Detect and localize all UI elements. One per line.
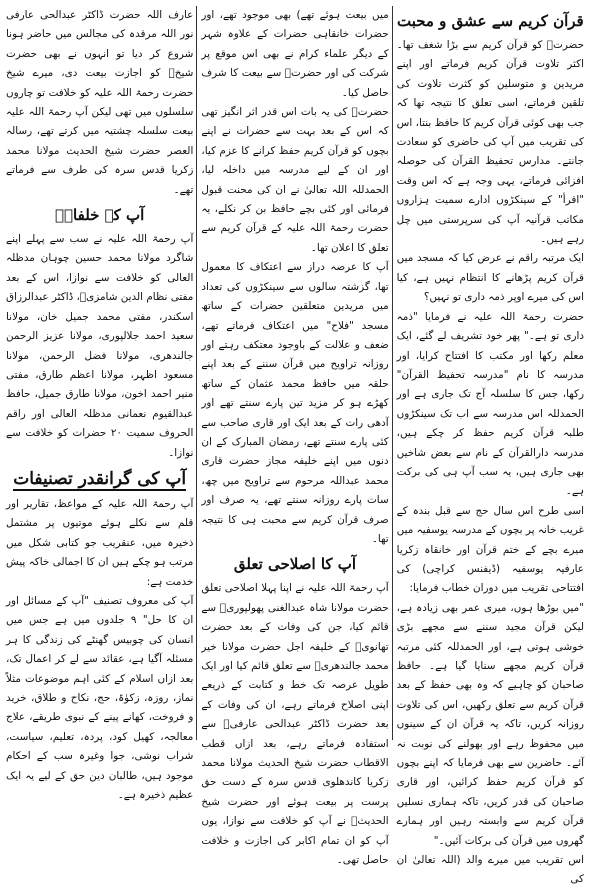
paragraph: حضرت رحمۃ اللہ علیہ نے فرمایا "ذمہ داری تو ہے۔" پھر خود تشریف لے گئے، ایک معلم رکھا اور مکتب کا افتتاح کرایا، اور مدرسہ کا نام "مدرسہ تحفیظ القرآن" رکھا، جس کا سلسلہ آج تک جاری ہے اور الحمدللہ اس مدرسہ سے اب تک سینکڑوں طلبہ قرآن کریم حفظ کر چکے ہیں، مدرسہ دارالقرآن کے نام سے بعض شاخیں بھی جاری ہیں، یہ سب آپ ہی کی برکت ہے۔: [396, 310, 584, 498]
section-heading: قرآن کریم سے عشق و محبت: [396, 12, 584, 30]
paragraph: آپ رحمۃ اللہ علیہ نے سب سے پہلے اپنے شاگرد مولانا محمد حسین چوہان مدظلہ العالی کو خلافت سے نوازا، اس کے بعد مفتی نظام الدین شامزیؒ، ڈاکٹر عبدالرزاق اسکندر، مفتی محمد جمیل خان، مولانا سعید احمد جلالپوری، مولانا عزیز الرحمن جالندھری، مولانا فضل الرحمن، مولانا مسعود اظہر، مولانا اعظم طارق، مفتی منیر احمد اخون، مولانا طارق جمیل، حافظ عبدالقیوم نعمانی مدظلہ العالی اور راقم الحروف سمیت ۲۰ حضرات کو خلافت سے نوازا۔: [6, 233, 194, 459]
paragraph: حضرتؒ کو قرآن کریم سے بڑا شغف تھا۔ اکثر تلاوت قرآن کریم فرماتے اور اپنے مریدین و متوسلین کو کثرت تلاوت کی تلقین فرماتے، اسی تعلق کا نتیجہ تھا کہ جب بھی کوئی قرآن کریم کا حافظ بنتا، اس کی تقریب میں آپ کی حاضری کو سعادت جانتے۔ مدارس تحفیظ القرآن کی حوصلہ افزائی فرماتے، یہی وجہ ہے کہ اس وقت "اقرأ" کے سینکڑوں ادارے سمیت ہزاروں مکاتب قرآنیہ آپ کی سرپرستی میں چل رہے ہیں۔: [396, 39, 584, 246]
paragraph: میں بیعت ہوئے تھے) بھی موجود تھے، اور حضرات خانقاہی حضرات کے علاوہ شہر کے دیگر علماء کرام نے بھی اس موقع پر شرکت کی اور حضرتؒ سے بیعت کا شرف حاصل کیا۔: [201, 9, 389, 99]
paragraph: آپ کا عرصہ دراز سے اعتکاف کا معمول تھا، گزشتہ سالوں سے سینکڑوں کی تعداد میں مریدین متعلقین حضرات کے ساتھ مسجد "فلاح" میں اعتکاف فرماتے تھے، ضعف و علالت کے باوجود معتکف رہتے اور روزانہ تراویح میں قرآن سننے کے بعد اپنے حلقہ میں حافظ محمد عثمان کے ساتھ کھڑے ہو کر مزید تین پارے سنتے تھے اور آدھی رات کے بعد ایک اور قاری صاحب سے کئی پارے سنتے تھے، رمضان المبارک کے ان دنوں میں اپنے خلیفہ مجاز حضرت قاری محمد عبداللہ مرحوم سے تراویح میں چھ، سات پارے روزانہ سنتے تھے، یہ صرف اور صرف قرآن کریم سے محبت ہی کا نتیجہ تھا۔: [201, 261, 389, 545]
paragraph: "میں بوڑھا ہوں، میری عمر بھی زیادہ ہے، لیکن قرآن مجید سننے سے مجھے بڑی خوشی ہوتی ہے، اور الحمدللہ کئی مرتبہ قرآن کریم مجھے سنایا گیا ہے۔ حافظ صاحبان کو چاہیے کہ وہ بھی حفظ کے بعد قرآن کریم سے تعلق رکھیں، اس کی تلاوت روزانہ کریں، تاکہ یہ قرآن ان کے سینوں میں محفوظ رہے اور بھولنے کی نوبت نہ آئے۔ حاضرین سے بھی فرمایا کہ اپنے بچوں کو قرآن کریم حفظ کرائیں، اور قاری صاحبان کی قدر کریں، تاکہ ہماری نسلیں قرآن کریم سے وابستہ رہیں اور ہمارے گھروں میں قرآن کی برکات آئیں۔": [396, 601, 584, 847]
column-right: [396, 6, 584, 886]
paragraph: ایک مرتبہ راقم نے عرض کیا کہ مسجد میں قرآن کریم پڑھانے کا انتظام نہیں ہے، کیا اس کی میرے اوپر ذمہ داری تو نہیں؟: [396, 252, 584, 304]
paragraph: آپ رحمۃ اللہ علیہ نے اپنا پہلا اصلاحی تعلق حضرت مولانا شاہ عبدالغنی پھولپوریؒ سے قائم کیا، جن کی وفات کے بعد حضرت تھانویؒ کے خلیفہ اجل حضرت مولانا خیر محمد جالندھریؒ سے تعلق قائم کیا اور ایک طویل عرصہ تک خط و کتابت کے ذریعے اپنی اصلاح فرماتے رہے، ان کی وفات کے بعد حضرت ڈاکٹر عبدالحی عارفیؒ سے استفادہ فرماتے رہے، بعد ازاں قطب الاقطاب حضرت شیخ الحدیث مولانا محمد زکریا کاندھلوی قدس سرہ کے دست حق پرست پر بیعت ہوئے اور حضرت شیخ الحدیثؒ نے آپ کو خلافت سے نوازا، یوں آپ کو ان تمام اکابر کی اجازت و خلافت حاصل تھی۔: [201, 582, 389, 867]
section-heading: آپ کا اصلاحی تعلق: [233, 555, 357, 574]
paragraph: حضرتؒ کی یہ بات اس قدر اثر انگیز تھی کہ اس کے بعد بہت سے حضرات نے اپنے بچوں کو قرآن کریم حفظ کرانے کا عزم کیا، اور ان کے لیے مدرسہ میں داخلہ لیا، الحمدللہ اللہ تعالیٰ نے ان کی محنت قبول فرمائی اور کئی بچے حافظ بن کر نکلے، یہ حضرت رحمۃ اللہ علیہ کے قرآن کریم سے تعلق کا اعلان تھا۔: [201, 106, 389, 254]
paragraph: آپ کی معروف تصنیف "آپ کے مسائل اور ان کا حل" ۹ جلدوں میں ہے جس میں انسان کی چوبیس گھنٹے کی زندگی کا ہر مسئلہ آگیا ہے، عقائد سے لے کر اعمال تک، بعد ازاں اسلام کے کئی اہم موضوعات مثلاً نماز، روزہ، زکوٰۃ، حج، نکاح و طلاق، خرید و فروخت، کھانے پینے کے نبوی طریقے، علاج معالجہ، کھیل کود، پردہ، تعلیم، سیاست، شراب نوشی، جوا وغیرہ سب کے احکام موجود ہیں، طالبان دین حق کے لیے یہ ایک عظیم ذخیرہ ہے۔: [6, 594, 194, 802]
column-left: [6, 6, 197, 802]
paragraph: اس تقریب میں میرے والد (اللہ تعالیٰ ان کی: [396, 854, 584, 886]
column-middle: [201, 6, 392, 867]
paragraph: آپ رحمۃ اللہ علیہ کے مواعظ، تقاریر اور قلم سے نکلے ہوئے موتیوں پر مشتمل ذخیرہ میں، عنقریب جو کتابی شکل میں مرتب ہو چکے ہیں ان کا اجمالی خاکہ پیش خدمت ہے:: [6, 497, 194, 588]
paragraph: عارف اللہ حضرت ڈاکٹر عبدالحی عارفی نور اللہ مرقدہ کی مجالس میں حاضر ہونا شروع کر دیا تو انہوں نے بھی حضرت شیخؒ کو اجازت بیعت دی، میرے شیخ حضرت رحمۃ اللہ علیہ کو خلافت تو چاروں سلسلوں میں تھی لیکن آپ رحمۃ اللہ علیہ بیعت سلسلہ چشتیہ میں کرتے تھے، رسالہ العصر حضرت شیخ الحدیث مولانا محمد زکریا قدس سرہ کی طرف سے فرماتے تھے۔: [6, 9, 194, 196]
underlined-heading-text: آپ کی گرانقدر تصنیفات: [13, 468, 187, 489]
paragraph: اسی طرح اس سال حج سے قبل بندہ کے غریب خانہ پر بچوں کے مدرسہ یوسفیہ میں میرے بچے کے ختم قرآن اور خانقاہ زکریا عارفیہ یوسفیہ (ڈیفنس کراچی) کی افتتاحی تقریب میں دوران خطاب فرمایا:: [396, 504, 584, 595]
section-heading: آپ کے خلفاءؒ: [55, 206, 145, 225]
section-heading: [6, 465, 193, 493]
